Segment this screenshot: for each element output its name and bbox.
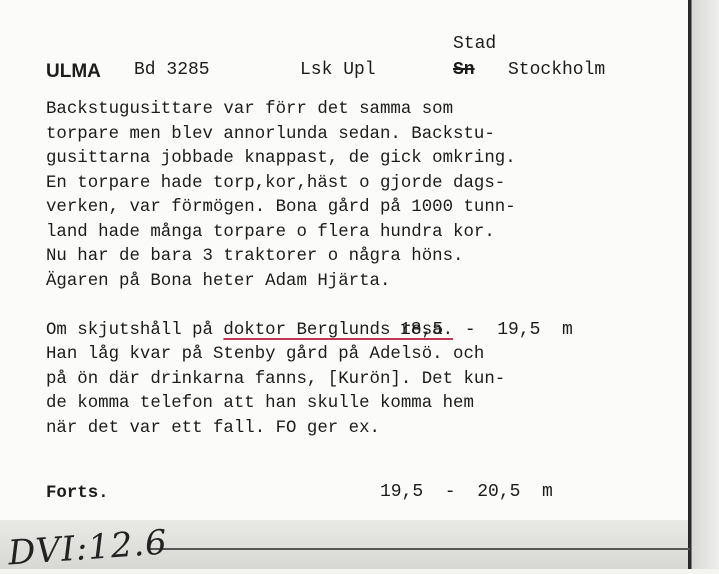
scan-right-edge (688, 0, 719, 569)
measure-range-1: 18,5 - 19,5 m (400, 320, 573, 340)
forts-label: Forts. (46, 484, 109, 503)
text-line-4: En torpare hade torp,kor,häst o gjorde dags- (46, 173, 506, 193)
header-struck-abbrev: Sn (453, 60, 475, 80)
header-stad-label: Stad (453, 34, 497, 54)
card-body-text (46, 98, 676, 441)
handwritten-signature: DVI:12.6 (6, 522, 170, 574)
text-line-8: Ägaren på Bona heter Adam Hjärta. (46, 271, 391, 291)
text-line-13: de komma telefon att han skulle komma hem (46, 394, 474, 413)
text-om-prefix: Om skjutshåll på (46, 320, 224, 340)
text-om-underlined: doktor Berglunds resa. (223, 320, 454, 340)
text-line-6: land hade många torpare o flera hundra kor. (46, 222, 495, 242)
text-line-om (46, 319, 676, 344)
text-line-spacer (46, 294, 676, 319)
text-line-2: torpare men blev annorlunda sedan. Backstu- (46, 124, 495, 144)
header-city: Stockholm (508, 60, 606, 80)
text-line-14: när det var ett fall. FO ger ex. (46, 418, 380, 438)
text-line-3: gusittarna jobbade knappast, de gick omkring. (46, 149, 516, 168)
text-line-1: Backstugusittare var förr det samma som (46, 100, 454, 119)
text-line-12: på ön där drinkarna fanns, [Kurön]. Det kun- (46, 369, 506, 389)
scan-bottom-line (150, 548, 690, 550)
text-line-7: Nu har de bara 3 traktorer o några höns. (46, 247, 464, 266)
measure-range-2: 19,5 - 20,5 m (380, 482, 553, 502)
header-archive-name: ULMA (46, 61, 101, 82)
header-district: Lsk Upl (300, 60, 376, 80)
text-line-5: verken, var förmögen. Bona gård på 1000 tunn- (46, 198, 516, 217)
text-line-11: Han låg kvar på Stenby gård på Adelsö. och (46, 345, 485, 364)
header-bd-number: Bd 3285 (134, 60, 210, 80)
